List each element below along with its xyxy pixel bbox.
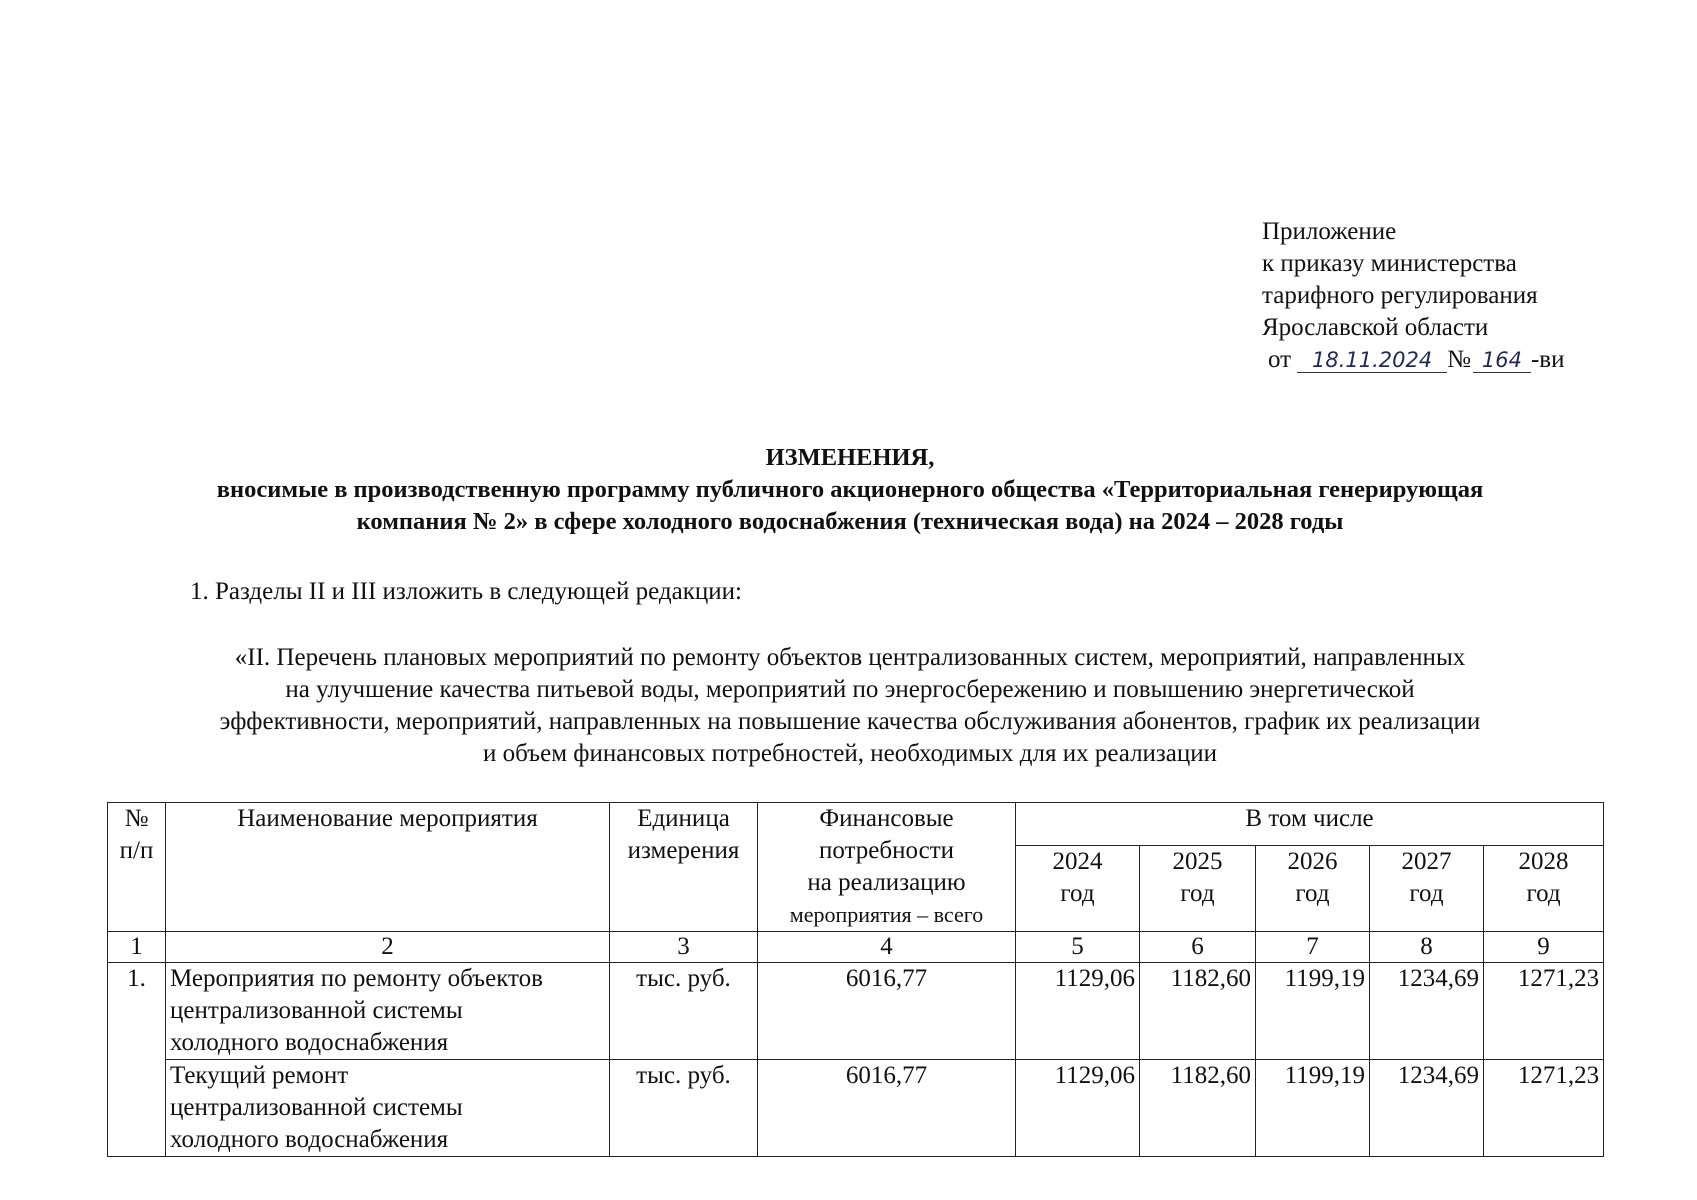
column-number: 5 [1016, 932, 1140, 963]
column-number: 4 [758, 932, 1016, 963]
row-value-2026: 1199,19 [1256, 1060, 1370, 1157]
header-num-line-2: п/п [119, 837, 154, 864]
row-value-2025: 1182,60 [1140, 963, 1256, 1060]
row-name-line: централизованной системы [170, 1094, 463, 1121]
annex-number-sign: № [1447, 346, 1471, 373]
year-label: год [1295, 880, 1330, 908]
column-number: 6 [1140, 932, 1256, 963]
year-value: 2028 [1518, 848, 1569, 876]
header-fin-line-1: Финансовые [819, 805, 954, 832]
row-name-line: холодного водоснабжения [170, 1029, 449, 1056]
row-total: 6016,77 [758, 963, 1016, 1060]
header-fin-line-2: потребности [819, 837, 954, 864]
row-unit: тыс. руб. [610, 1060, 758, 1157]
column-number: 3 [610, 932, 758, 963]
title-line-2: компания № 2» в сфере холодного водоснабжения (техническая вода) на 2024 – 2028 годы [356, 508, 1344, 535]
section-heading [120, 642, 1580, 770]
row-value-2024: 1129,06 [1016, 963, 1140, 1060]
year-label: год [1180, 880, 1215, 908]
row-name-line: Мероприятия по ремонту объектов [170, 965, 543, 992]
year-label: год [1409, 880, 1444, 908]
row-total: 6016,77 [758, 1060, 1016, 1157]
row-value-2027: 1234,69 [1370, 963, 1484, 1060]
section-line-3: эффективности, мероприятий, направленных на повышение качества обслуживания абонентов, график их реализации [219, 708, 1481, 735]
row-unit: тыс. руб. [610, 963, 758, 1060]
title-heading: ИЗМЕНЕНИЯ, [765, 444, 935, 471]
header-name: Наименование мероприятия [166, 803, 610, 932]
header-row-1 [108, 803, 1604, 846]
annex-from-label: от [1268, 346, 1292, 373]
document-title [100, 442, 1600, 538]
row-name-line: централизованной системы [170, 997, 463, 1024]
row-value-2025: 1182,60 [1140, 1060, 1256, 1157]
annex-line-region: Ярославской области [1262, 314, 1489, 341]
header-including: В том числе [1016, 803, 1604, 846]
row-value-2028: 1271,23 [1484, 963, 1604, 1060]
annex-line-order: к приказу министерства [1262, 250, 1517, 277]
year-value: 2027 [1401, 848, 1452, 876]
column-number: 7 [1256, 932, 1370, 963]
header-num [108, 803, 166, 932]
section-line-2: на улучшение качества питьевой воды, мероприятий по энергосбережению и повышению энергетической [285, 676, 1415, 703]
row-value-2028: 1271,23 [1484, 1060, 1604, 1157]
header-year-2025 [1140, 846, 1256, 932]
header-unit-line-2: измерения [627, 837, 740, 864]
table-row [108, 1060, 1604, 1157]
header-year-2027 [1370, 846, 1484, 932]
row-name [166, 1060, 610, 1157]
annex-block [1262, 216, 1564, 376]
year-value: 2025 [1172, 848, 1223, 876]
year-value: 2024 [1052, 848, 1103, 876]
table-row [108, 963, 1604, 1060]
column-numbers-row [108, 932, 1604, 963]
measures-table [107, 802, 1604, 1157]
section-line-4: и объем финансовых потребностей, необходимых для их реализации [482, 740, 1218, 767]
section-line-1: «II. Перечень плановых мероприятий по ремонту объектов централизованных систем, мероприятий, направленных [234, 644, 1466, 671]
year-label: год [1060, 880, 1095, 908]
header-financial-needs [758, 803, 1016, 932]
handwritten-number: 164 [1473, 348, 1531, 373]
header-fin-line-3: на реализацию [807, 869, 966, 896]
column-number: 8 [1370, 932, 1484, 963]
row-number: 1. [108, 963, 166, 1157]
header-num-line-1: № [124, 805, 149, 832]
annex-line-ministry: тарифного регулирования [1262, 282, 1538, 309]
year-label: год [1526, 880, 1561, 908]
column-number: 2 [166, 932, 610, 963]
row-name-line: холодного водоснабжения [170, 1126, 449, 1153]
header-unit-line-1: Единица [637, 805, 730, 832]
annex-title: Приложение [1262, 218, 1397, 245]
row-value-2026: 1199,19 [1256, 963, 1370, 1060]
year-value: 2026 [1287, 848, 1338, 876]
annex-number-suffix: -ви [1530, 346, 1565, 373]
row-value-2027: 1234,69 [1370, 1060, 1484, 1157]
header-fin-line-4: мероприятия – всего [789, 902, 984, 927]
intro-paragraph: 1. Разделы II и III изложить в следующей редакции: [190, 578, 742, 605]
row-name-line: Текущий ремонт [170, 1062, 349, 1089]
annex-date-line [1262, 344, 1564, 376]
row-value-2024: 1129,06 [1016, 1060, 1140, 1157]
header-year-2024 [1016, 846, 1140, 932]
row-name [166, 963, 610, 1060]
title-line-1: вносимые в производственную программу публичного акционерного общества «Территориальная генерирующая [216, 476, 1484, 503]
column-number: 9 [1484, 932, 1604, 963]
header-year-2028 [1484, 846, 1604, 932]
header-unit [610, 803, 758, 932]
header-year-2026 [1256, 846, 1370, 932]
column-number: 1 [108, 932, 166, 963]
handwritten-date: 18.11.2024 [1297, 348, 1447, 373]
